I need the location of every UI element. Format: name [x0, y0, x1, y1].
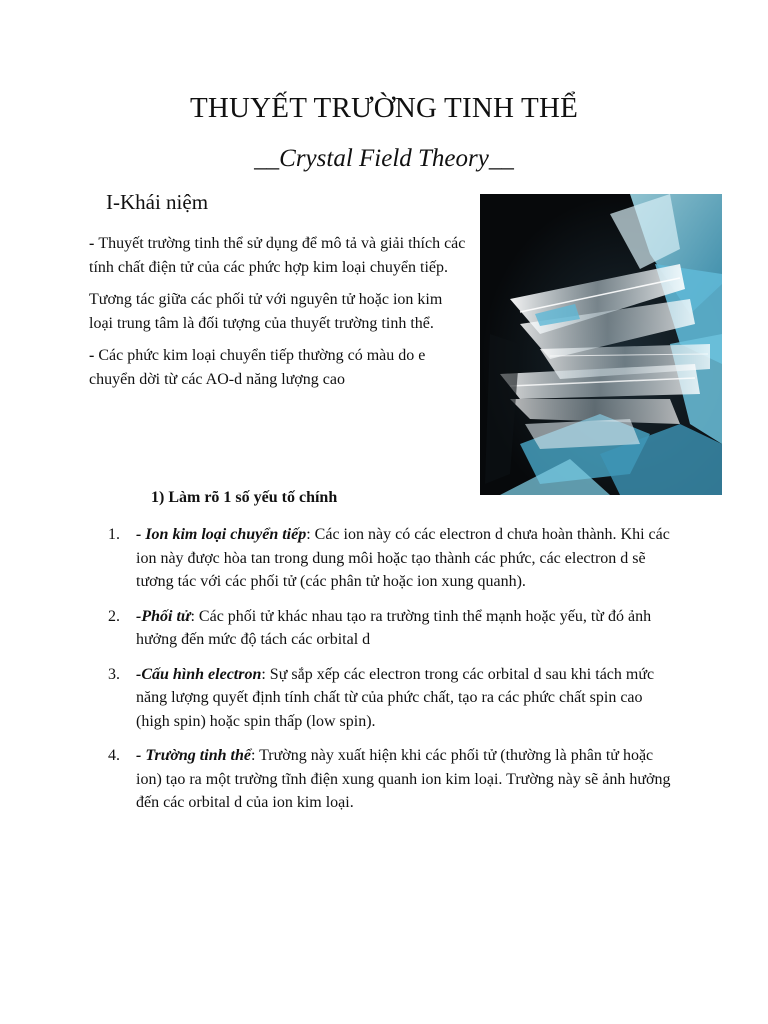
list-item	[108, 523, 678, 594]
list-item	[108, 744, 678, 815]
list-number: 2.	[108, 607, 120, 625]
crystal-illustration	[480, 194, 722, 495]
factor-text: : Các phối tử khác nhau tạo ra trường tinh thể mạnh hoặc yếu, từ đó ảnh hưởng đến mức độ tách các orbital d	[136, 607, 652, 648]
paragraph-text: Các phức kim loại chuyển tiếp thường có màu do e chuyển dời từ các AO-d năng lượng cao	[89, 347, 426, 388]
factor-term: - Ion kim loại chuyển tiếp	[136, 526, 307, 543]
factor-term: -Cấu hình electron	[136, 665, 262, 683]
factor-list	[108, 523, 678, 826]
intro-text	[89, 232, 467, 400]
list-number: 4.	[108, 747, 120, 764]
factor-text: : Sự sắp xếp các electron trong các orbital d sau khi tách mức năng lượng quyết định tính chất từ của phức chất, tạo ra các phức chất spin cao (high spin) hoặc spin thấp (low spin).	[136, 665, 655, 730]
crystal-photo	[480, 194, 722, 495]
list-number: 3.	[108, 665, 120, 683]
document-subtitle: __Crystal Field Theory__	[254, 145, 514, 172]
paragraph-dash: -	[89, 347, 99, 364]
factor-term: -Phối tử	[136, 607, 191, 625]
list-item	[108, 605, 678, 652]
paragraph-text: Thuyết trường tinh thể sử dụng để mô tả và giải thích các tính chất điện tử của các phức hợp kim loại chuyển tiếp.	[89, 235, 466, 276]
intro-paragraph-2	[89, 288, 467, 335]
document-title: THUYẾT TRƯỜNG TINH THỂ	[189, 92, 579, 124]
section-heading: I-Khái niệm	[106, 190, 209, 214]
factor-text: : Các ion này có các electron d chưa hoàn thành. Khi các ion này được hòa tan trong dung môi hoặc tạo thành các phức, các electron d sẽ tương tác với các phối tử (các phân tử hoặc ion xung quanh).	[136, 526, 670, 590]
factor-text: : Trường này xuất hiện khi các phối tử (thường là phân tử hoặc ion) tạo ra một trường tĩnh điện xung quanh ion kim loại. Trường này sẽ ảnh hưởng đến các orbital d của ion kim loại.	[136, 747, 671, 811]
subsection-heading: 1) Làm rõ 1 số yếu tố chính	[151, 489, 338, 506]
paragraph-dash: -	[89, 235, 99, 252]
list-number: 1.	[108, 526, 120, 543]
intro-paragraph-1	[89, 232, 467, 279]
paragraph-text: Tương tác giữa các phối tử với nguyên tử hoặc ion kim loại trung tâm là đối tượng của thuyết trường tinh thể.	[89, 291, 443, 332]
factor-term: - Trường tinh thể	[136, 747, 251, 764]
list-item	[108, 663, 678, 734]
intro-paragraph-3	[89, 344, 467, 391]
